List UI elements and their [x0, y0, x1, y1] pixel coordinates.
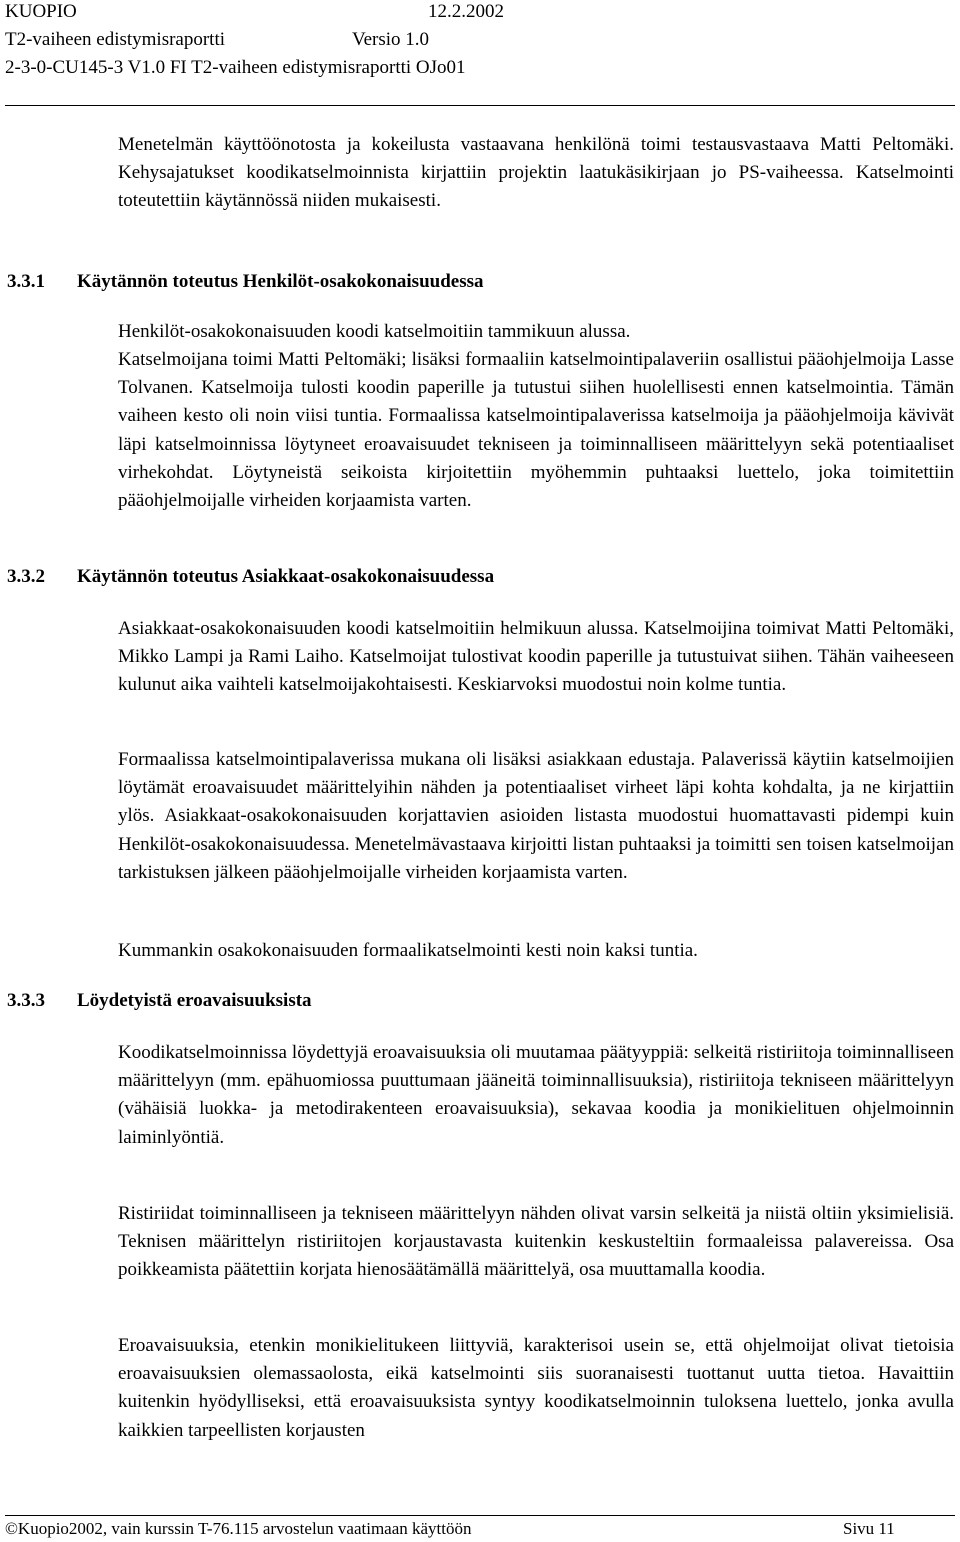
footer-copyright: ©Kuopio2002, vain kurssin T-76.115 arvostelun vaatimaan käyttöön	[5, 1519, 472, 1538]
section-number: 3.3.2	[7, 566, 45, 587]
header-org: KUOPIO	[5, 1, 77, 22]
section-title: Käytännön toteutus Henkilöt-osakokonaisuudessa	[77, 271, 484, 292]
section-3-3-3-paragraph-1: Koodikatselmoinnissa löydettyjä eroavaisuuksia oli muutamaa päätyyppiä: selkeitä ristiriitoja toiminnalliseen määrittelyyn (mm. epähuomiossa puuttumaan jääneitä toiminnallisuuksia), ristiriitoja tekniseen määrittelyyn (vähäisiä luokka- ja metodirakenteen eroavaisuuksia), sekavaa koodia ja monikielituen ohjelmoinnin laiminlyöntiä.	[118, 1042, 954, 1148]
section-number: 3.3.1	[7, 271, 45, 292]
section-heading-3-3-1	[7, 268, 484, 296]
header-version: Versio 1.0	[352, 29, 430, 50]
section-3-3-3-paragraph-2: Ristiriidat toiminnalliseen ja tekniseen määrittelyyn nähden olivat varsin selkeitä ja niistä oltiin yksimielisiä. Teknisen määrittelyn ristiriitojen korjaustavasta kuitenkin keskusteltiin formaaleissa palavereissa. Osa poikkeamista päätettiin korjata hienosäätämällä määrittelyä, osa muuttamalla koodia.	[118, 1203, 954, 1281]
intro-paragraph: Menetelmän käyttöönotosta ja kokeilusta vastaavana henkilönä toimi testausvastaava Matti Peltomäki. Kehysajatukset koodikatselmoinnista kirjattiin projektin laatukäsikirjaan jo PS-vaiheessa. Katselmointi toteutettiin käytännössä niiden mukaisesti.	[118, 134, 954, 212]
header-title: T2-vaiheen edistymisraportti	[5, 29, 226, 50]
section-3-3-2-paragraph-3: Kummankin osakokonaisuuden formaalikatselmointi kesti noin kaksi tuntia.	[118, 940, 698, 961]
footer-divider	[5, 1515, 955, 1516]
section-title: Käytännön toteutus Asiakkaat-osakokonaisuudessa	[77, 566, 495, 587]
header-doc-id: 2-3-0-CU145-3 V1.0 FI T2-vaiheen edistymisraportti OJo01	[5, 57, 466, 78]
header-date: 12.2.2002	[428, 1, 504, 22]
header-divider	[5, 105, 955, 106]
section-3-3-3-paragraph-3: Eroavaisuuksia, etenkin monikielitukeen liittyviä, karakterisoi usein se, että ohjelmoijat olivat tietoisia eroavaisuuksien olemassaolosta, eikä katselmointi siis suoranaisesti tuottanut uutta tietoa. Havaittiin kuitenkin hyödylliseksi, että eroavaisuuksista syntyy koodikatselmoinnin tuloksena luettelo, jonka avulla kaikkien tarpeellisten korjausten	[118, 1335, 954, 1441]
section-3-3-1-line: Henkilöt-osakokonaisuuden koodi katselmoitiin tammikuun alussa.	[118, 321, 631, 342]
section-number: 3.3.3	[7, 990, 45, 1011]
section-heading-3-3-3	[7, 987, 312, 1015]
section-3-3-1-paragraph: Katselmoijana toimi Matti Peltomäki; lisäksi formaaliin katselmointipalaveriin osallistui pääohjelmoija Lasse Tolvanen. Katselmoija tulosti koodin paperille ja tutustui siihen huolellisesti ennen katselmointia. Tämän vaiheen kesto oli noin viisi tuntia. Formaalissa katselmointipalaverissa katselmoija ja pääohjelmoija kävivät läpi katselmoinnissa löytyneet eroavaisuudet tekniseen ja toiminnalliseen määrittelyyn sekä potentiaaliset virhekohdat. Löytyneistä seikoista kirjoitettiin myöhemmin puhtaaksi luettelo, joka toimitettiin pääohjelmoijalle virheiden korjaamista varten.	[118, 349, 954, 512]
footer-page-number: Sivu 11	[843, 1519, 895, 1538]
section-3-3-2-paragraph-1: Asiakkaat-osakokonaisuuden koodi katselmoitiin helmikuun alussa. Katselmoijina toimivat Matti Peltomäki, Mikko Lampi ja Rami Laiho. Katselmoijat tulostivat koodin paperille ja tutustuivat siihen. Tähän vaiheeseen kulunut aika vaihteli katselmoijakohtaisesti. Keskiarvoksi muodostui noin kolme tuntia.	[118, 618, 954, 696]
section-title: Löydetyistä eroavaisuuksista	[77, 990, 312, 1011]
section-3-3-2-paragraph-2: Formaalissa katselmointipalaverissa mukana oli lisäksi asiakkaan edustaja. Palaverissä käytiin katselmoijien löytämät eroavaisuudet määrittelyihin nähden ja potentiaaliset virheet läpi kohta kohdalta, ja ne kirjattiin ylös. Asiakkaat-osakokonaisuuden korjattavien asioiden listasta muodostui huomattavasti pidempi kuin Henkilöt-osakokonaisuudessa. Menetelmävastaava kirjoitti listan puhtaaksi ja toimitti sen toisen katselmoijan tarkistuksen jälkeen pääohjelmoijalle virheiden korjaamista varten.	[118, 749, 954, 883]
section-heading-3-3-2	[7, 563, 494, 591]
